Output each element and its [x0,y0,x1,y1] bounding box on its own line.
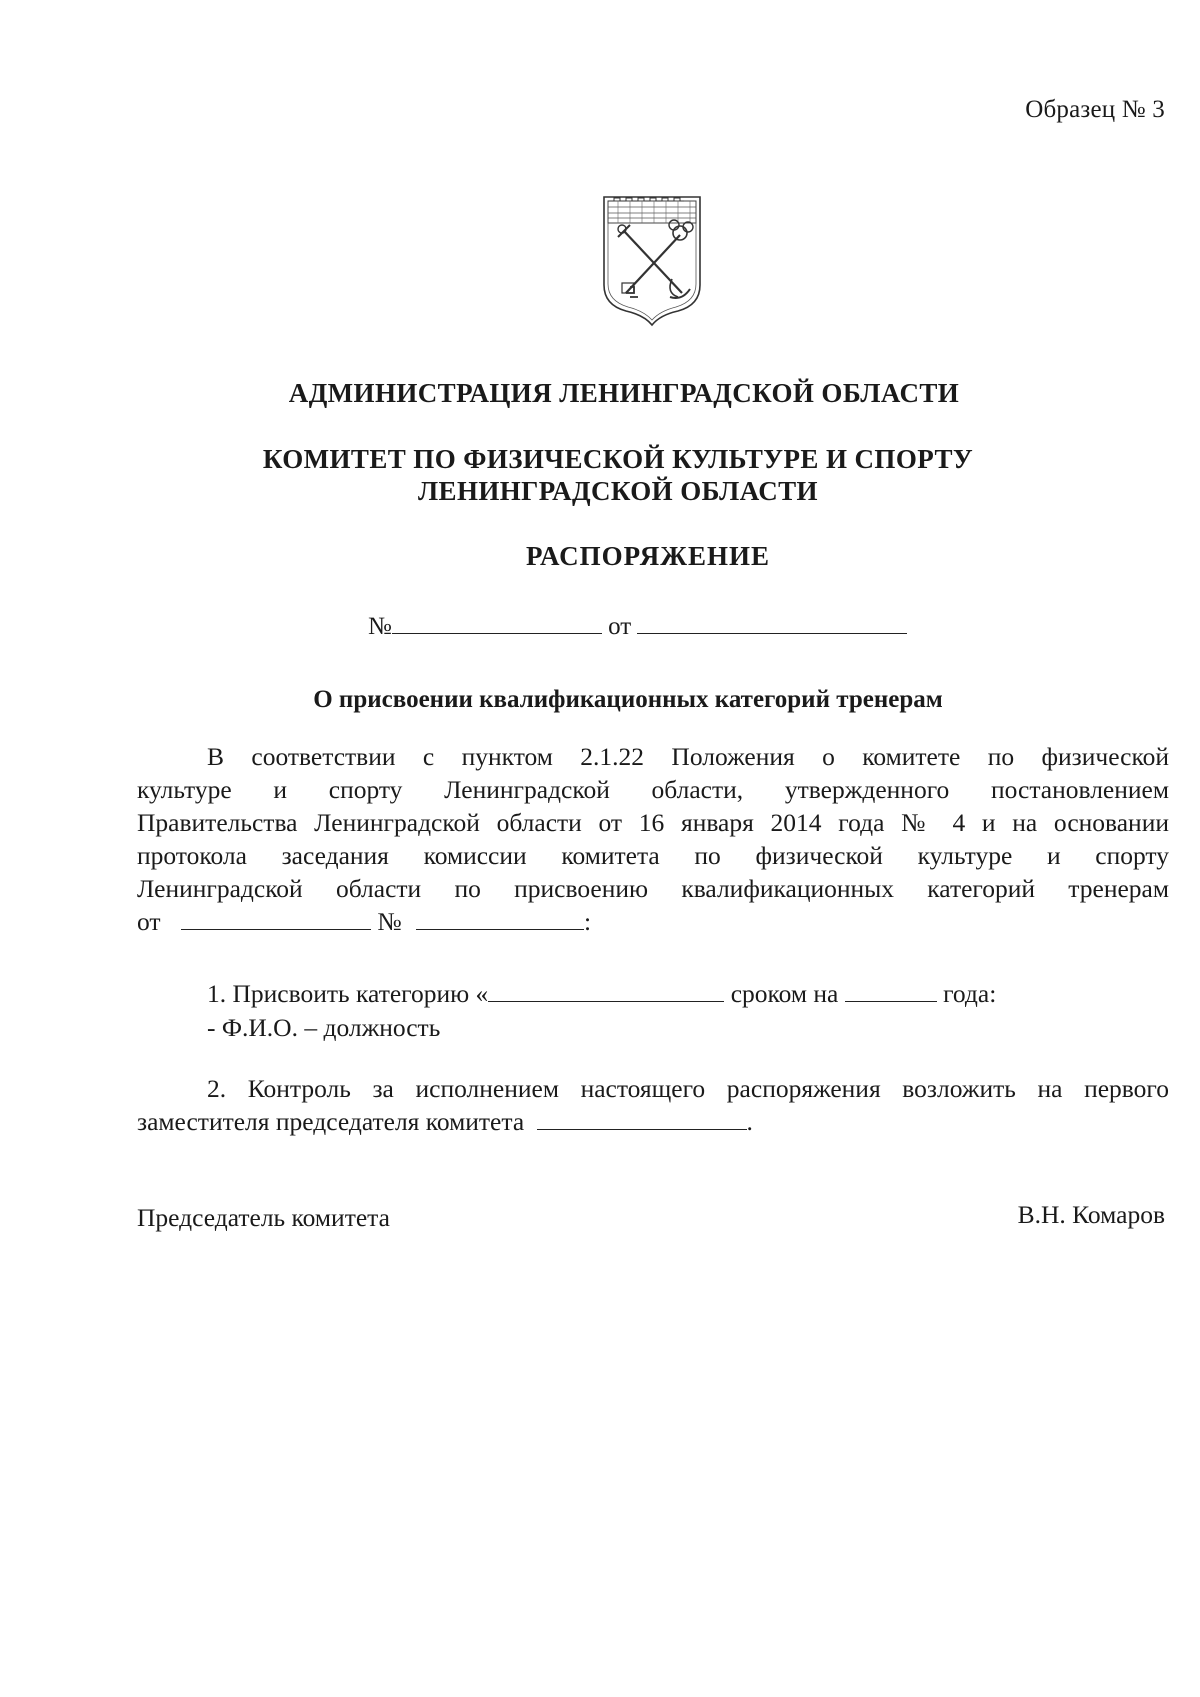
protocol-date-label: от [137,907,161,936]
intro-line-2: культуре и спорту Ленинградской области, утвержденного постановлением [137,775,1169,804]
signature-title: Председатель комитета [137,1203,390,1232]
order-date-blank[interactable] [637,613,907,634]
intro-line-1: В соответствии с пунктом 2.1.22 Положения о комитете по физической [207,742,1169,771]
committee-heading-line2: ЛЕНИНГРАДСКОЙ ОБЛАСТИ [418,476,818,506]
sample-label: Образец № 3 [1025,96,1165,123]
order-subject: О присвоении квалификационных категорий тренерам [313,686,943,713]
number-label: № [368,613,392,640]
intro-paragraph [137,740,1169,938]
item-2-line-2-prefix: заместителя председателя комитета [137,1107,525,1136]
category-blank[interactable] [488,981,724,1002]
protocol-number-blank[interactable] [416,909,584,930]
intro-line-3: Правительства Ленинградской области от 16 января 2014 года № 4 и на основании [137,808,1169,837]
signature-name: В.Н. Комаров [1017,1200,1165,1229]
committee-heading-line1: КОМИТЕТ ПО ФИЗИЧЕСКОЙ КУЛЬТУРЕ И СПОРТУ [262,444,974,474]
order-heading: РАСПОРЯЖЕНИЕ [525,541,771,571]
item-1-dash-line: - Ф.И.О. – должность [207,1013,441,1042]
protocol-date-blank[interactable] [181,909,371,930]
protocol-number-label: № [377,907,402,936]
administration-heading: АДМИНИСТРАЦИЯ ЛЕНИНГРАДСКОЙ ОБЛАСТИ [288,378,960,408]
leningrad-oblast-coat-of-arms-icon [600,193,704,329]
item-2-period: . [746,1107,753,1136]
order-number-line [368,613,907,641]
item-1-term-label: сроком на [730,979,839,1008]
item-2-line-2 [137,1105,1169,1138]
deputy-name-blank[interactable] [537,1109,747,1130]
intro-line-5: Ленинградской области по присвоению квалификационных категорий тренерам [137,874,1169,903]
item-1-prefix: 1. Присвоить категорию « [207,979,489,1008]
date-label: от [608,613,632,640]
protocol-colon: : [584,907,592,936]
item-1 [137,977,1169,1010]
item-1-suffix: года: [943,979,997,1008]
intro-line-6 [137,905,1169,938]
order-number-blank[interactable] [392,613,602,634]
term-blank[interactable] [845,981,937,1002]
item-2-line-1: 2. Контроль за исполнением настоящего распоряжения возложить на первого [207,1074,1169,1103]
item-2 [137,1072,1169,1138]
intro-line-4: протокола заседания комиссии комитета по физической культуре и спорту [137,841,1169,870]
